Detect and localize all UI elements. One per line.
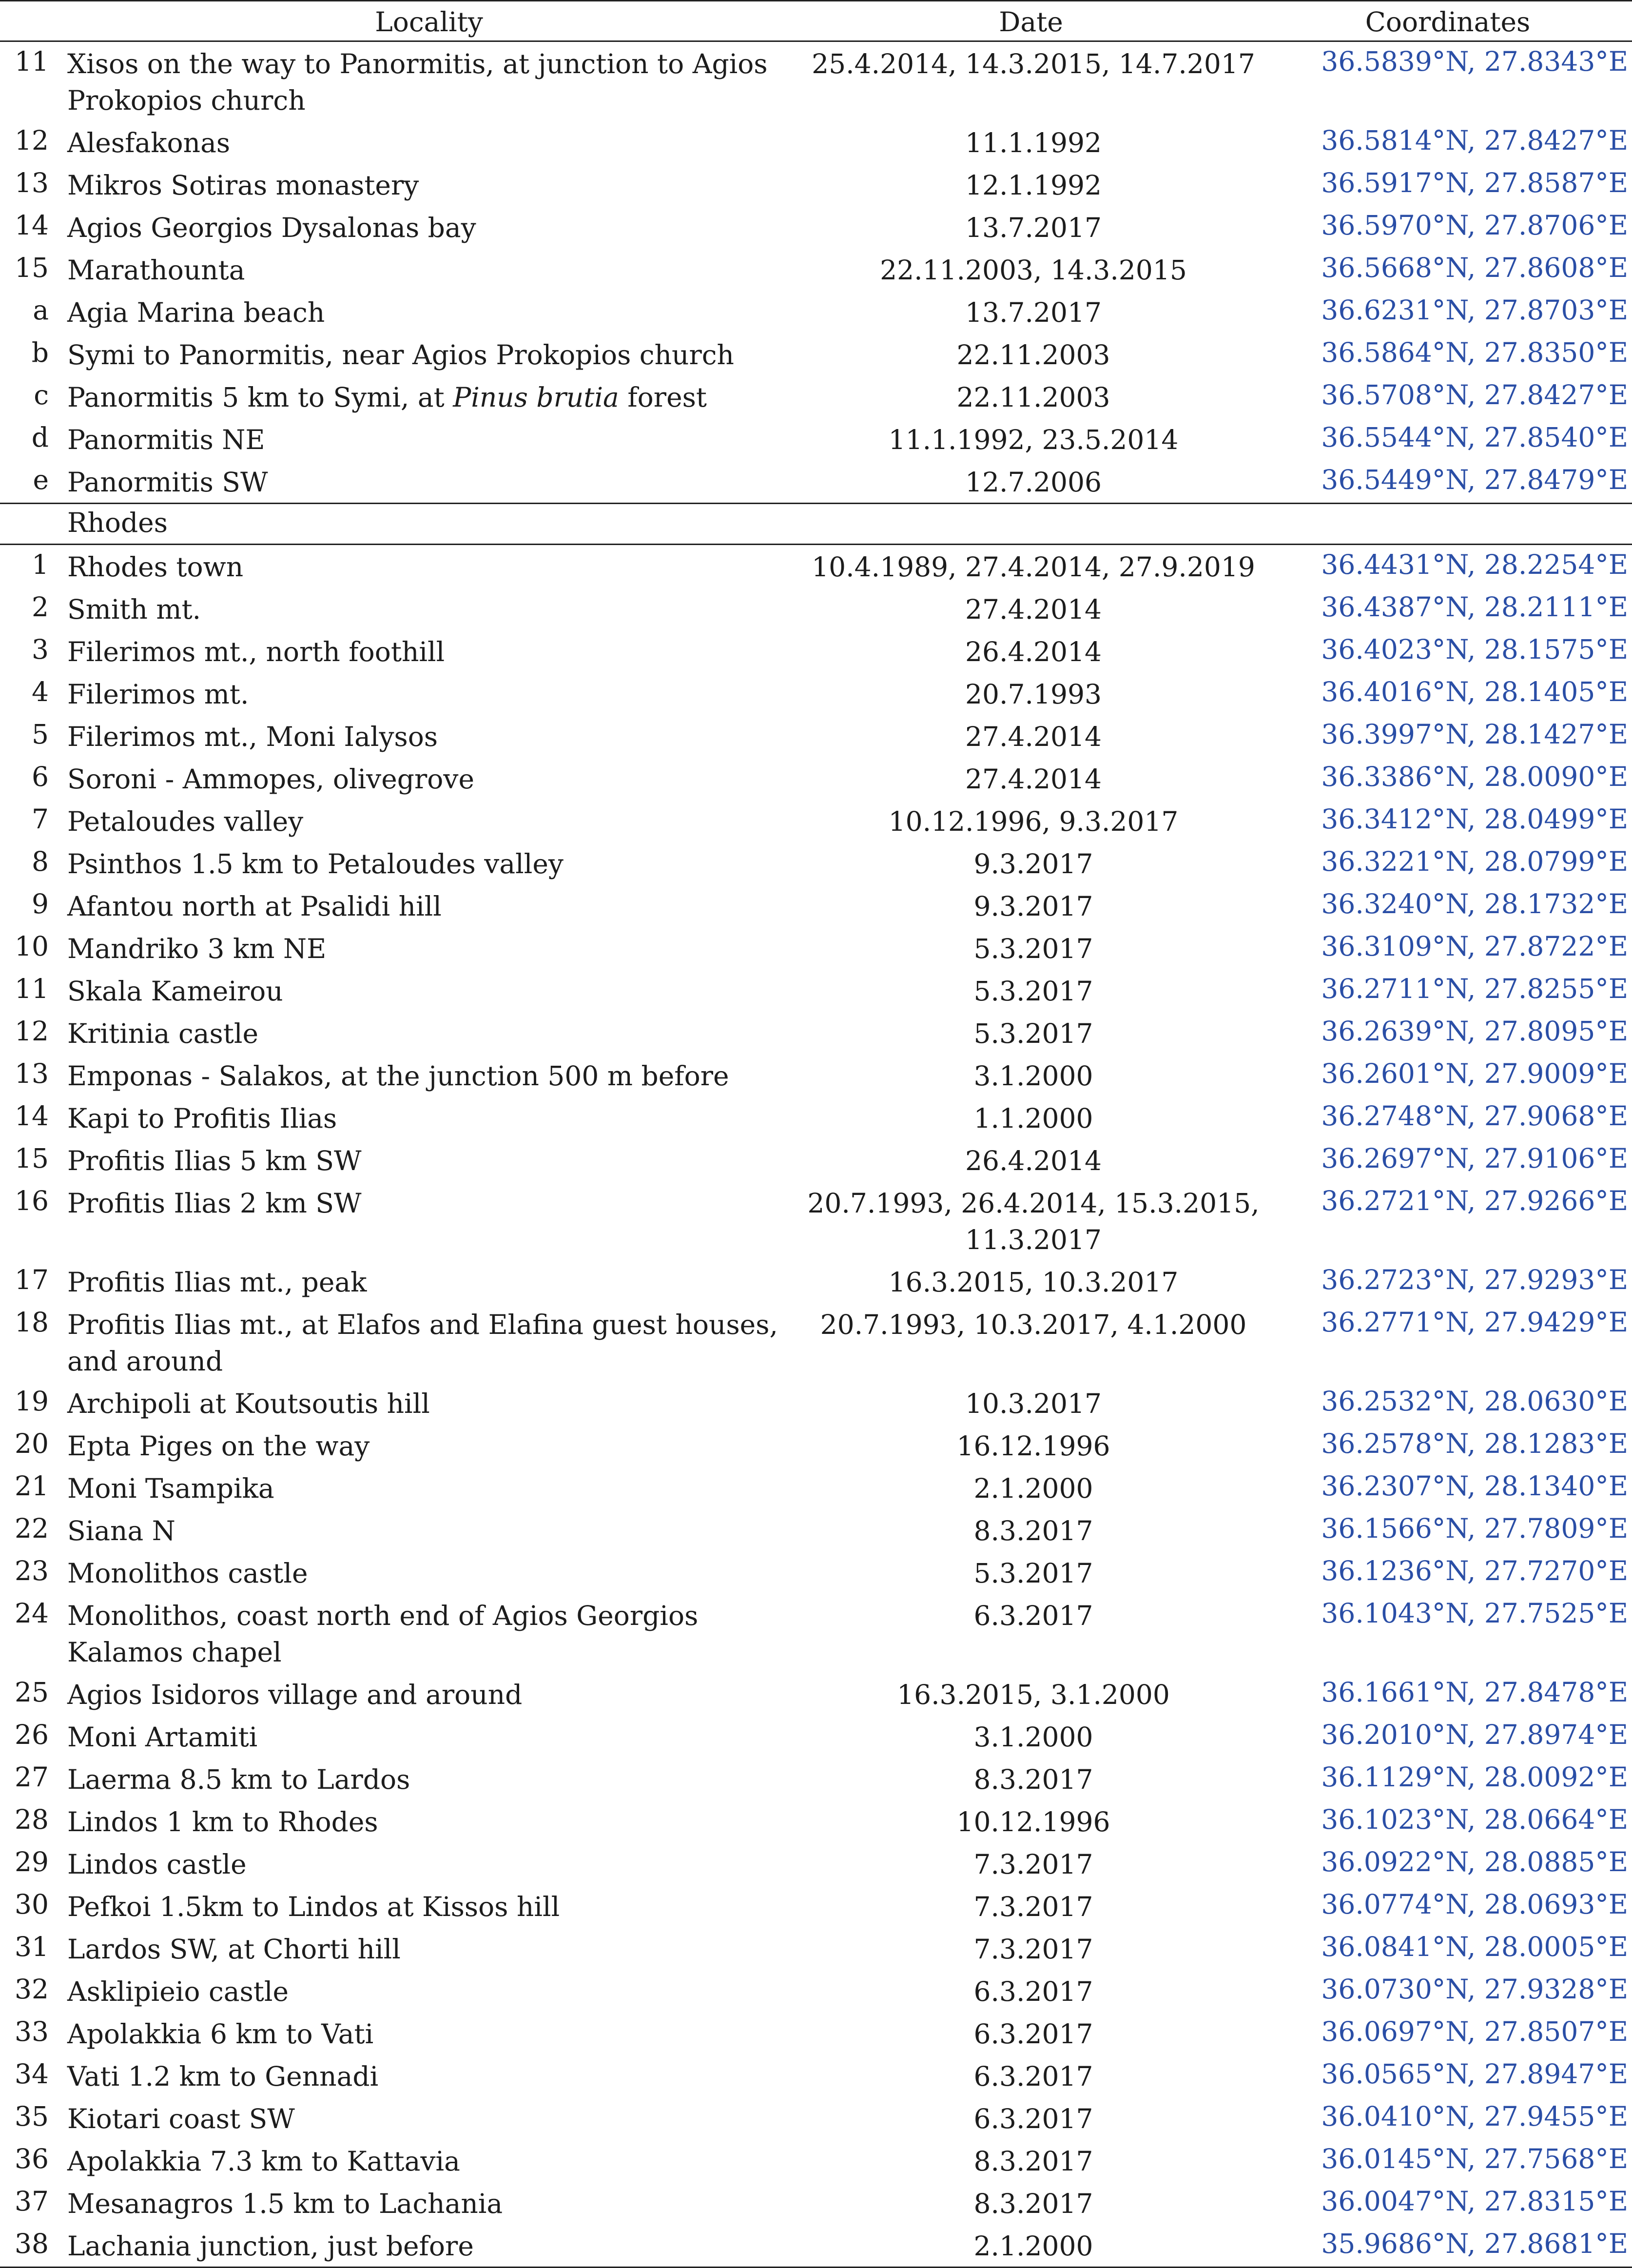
row-locality: Kritinia castle xyxy=(67,1018,259,1049)
row-number: 12 xyxy=(15,125,49,156)
table-row xyxy=(0,248,1632,291)
table-row xyxy=(0,545,1632,587)
row-number: b xyxy=(31,337,49,368)
table-row xyxy=(0,1260,1632,1303)
row-coordinates: 36.0922°N, 28.0885°E xyxy=(1321,1846,1628,1877)
row-locality: Smith mt. xyxy=(67,594,201,625)
row-date: 16.3.2015, 10.3.2017 xyxy=(888,1267,1179,1298)
table-row xyxy=(0,927,1632,969)
row-locality: Agios Georgios Dysalonas bay xyxy=(67,212,476,243)
row-locality: Profitis Ilias 2 km SW xyxy=(67,1188,362,1219)
row-coordinates: 36.5544°N, 27.8540°E xyxy=(1321,422,1628,453)
row-date: 7.3.2017 xyxy=(973,1891,1093,1922)
row-locality: Soroni - Ammopes, olivegrove xyxy=(67,763,474,795)
table-row xyxy=(0,715,1632,757)
row-coordinates: 36.5917°N, 27.8587°E xyxy=(1321,167,1628,198)
row-coordinates: 36.2532°N, 28.0630°E xyxy=(1321,1386,1628,1417)
row-coordinates: 35.9686°N, 27.8681°E xyxy=(1321,2228,1628,2259)
row-locality: Kapi to Profitis Ilias xyxy=(67,1103,337,1134)
table-row xyxy=(0,1715,1632,1758)
row-date: 26.4.2014 xyxy=(965,636,1102,667)
row-number: 38 xyxy=(15,2228,49,2259)
table-body-rhodes xyxy=(0,545,1632,2268)
table-row xyxy=(0,1594,1632,1673)
row-coordinates: 36.5668°N, 27.8608°E xyxy=(1321,252,1628,283)
row-coordinates: 36.0774°N, 28.0693°E xyxy=(1321,1889,1628,1920)
section-header xyxy=(0,503,1632,545)
table-row xyxy=(0,291,1632,333)
table-row xyxy=(0,42,1632,121)
row-number: 31 xyxy=(15,1931,49,1962)
row-coordinates: 36.2010°N, 27.8974°E xyxy=(1321,1719,1628,1750)
row-number: 29 xyxy=(15,1846,49,1877)
table-row xyxy=(0,1096,1632,1139)
row-number: 22 xyxy=(15,1513,49,1544)
row-locality: Monolithos castle xyxy=(67,1558,308,1589)
row-locality: Panormitis NE xyxy=(67,424,265,455)
row-date: 8.3.2017 xyxy=(973,1515,1093,1546)
table-row xyxy=(0,1303,1632,1382)
row-date: 20.7.1993 xyxy=(965,679,1102,710)
row-number: 16 xyxy=(15,1185,49,1216)
row-number: a xyxy=(33,294,49,326)
row-coordinates: 36.3412°N, 28.0499°E xyxy=(1321,803,1628,835)
row-locality: Mesanagros 1.5 km to Lachania xyxy=(67,2188,503,2219)
table-row xyxy=(0,2012,1632,2054)
row-coordinates: 36.5708°N, 27.8427°E xyxy=(1321,379,1628,411)
row-locality: Profitis Ilias 5 km SW xyxy=(67,1145,362,1176)
row-locality-part: forest xyxy=(619,382,707,413)
row-locality: Panormitis SW xyxy=(67,467,268,498)
row-date: 5.3.2017 xyxy=(973,976,1093,1007)
row-locality: Symi to Panormitis, near Agios Prokopios church xyxy=(67,339,734,371)
row-date: 10.4.1989, 27.4.2014, 27.9.2019 xyxy=(812,551,1255,583)
row-date: 16.3.2015, 3.1.2000 xyxy=(897,1679,1170,1710)
row-number: 28 xyxy=(15,1804,49,1835)
row-locality: Mandriko 3 km NE xyxy=(67,933,327,964)
row-number: 4 xyxy=(32,676,49,707)
row-coordinates: 36.5814°N, 27.8427°E xyxy=(1321,125,1628,156)
row-locality: Marathounta xyxy=(67,254,245,286)
row-coordinates: 36.0697°N, 27.8507°E xyxy=(1321,2016,1628,2047)
row-number: 15 xyxy=(15,252,49,283)
row-number: 27 xyxy=(15,1761,49,1793)
row-date: 3.1.2000 xyxy=(973,1721,1093,1753)
table-row xyxy=(0,1842,1632,1885)
table-row xyxy=(0,884,1632,927)
row-number: 18 xyxy=(15,1307,49,1338)
row-coordinates: 36.0730°N, 27.9328°E xyxy=(1321,1974,1628,2005)
row-number: 11 xyxy=(15,973,49,1004)
row-date: 10.12.1996, 9.3.2017 xyxy=(888,806,1179,837)
row-number: 6 xyxy=(32,761,49,792)
row-coordinates: 36.5449°N, 27.8479°E xyxy=(1321,464,1628,495)
row-number: 25 xyxy=(15,1677,49,1708)
row-locality: Emponas - Salakos, at the junction 500 m before xyxy=(67,1060,729,1092)
row-number: 36 xyxy=(15,2143,49,2174)
row-number: 7 xyxy=(32,803,49,835)
row-number: 21 xyxy=(15,1470,49,1502)
row-date: 6.3.2017 xyxy=(973,1976,1093,2007)
row-date: 10.12.1996 xyxy=(956,1806,1110,1838)
row-locality: Petaloudes valley xyxy=(67,806,304,837)
row-locality: Alesfakonas xyxy=(67,127,231,158)
row-date: 7.3.2017 xyxy=(973,1849,1093,1880)
row-date: 6.3.2017 xyxy=(973,2018,1093,2050)
row-coordinates: 36.5864°N, 27.8350°E xyxy=(1321,337,1628,368)
row-date: 6.3.2017 xyxy=(973,1600,1093,1631)
row-coordinates: 36.1566°N, 27.7809°E xyxy=(1321,1513,1628,1544)
row-coordinates: 36.4023°N, 28.1575°E xyxy=(1321,634,1628,665)
row-locality: Xisos on the way to Panormitis, at junction to Agios Prokopios church xyxy=(67,48,768,116)
row-date: 27.4.2014 xyxy=(965,763,1102,795)
table-row xyxy=(0,1139,1632,1181)
row-coordinates: 36.4431°N, 28.2254°E xyxy=(1321,549,1628,580)
row-coordinates: 36.3386°N, 28.0090°E xyxy=(1321,761,1628,792)
row-coordinates: 36.3221°N, 28.0799°E xyxy=(1321,846,1628,877)
row-coordinates: 36.4387°N, 28.2111°E xyxy=(1321,591,1628,623)
row-date: 5.3.2017 xyxy=(973,933,1093,964)
row-date: 12.7.2006 xyxy=(965,467,1102,498)
row-number: 35 xyxy=(15,2101,49,2132)
row-locality: Filerimos mt. xyxy=(67,679,249,710)
row-coordinates: 36.3109°N, 27.8722°E xyxy=(1321,931,1628,962)
row-number: 23 xyxy=(15,1555,49,1586)
table-row xyxy=(0,969,1632,1012)
row-date: 25.4.2014, 14.3.2015, 14.7.2017 xyxy=(812,48,1255,79)
row-coordinates: 36.2307°N, 28.1340°E xyxy=(1321,1470,1628,1502)
row-number: 37 xyxy=(15,2186,49,2217)
table-row xyxy=(0,1758,1632,1800)
row-coordinates: 36.0565°N, 27.8947°E xyxy=(1321,2058,1628,2090)
section-title: Rhodes xyxy=(67,507,168,538)
row-locality: Kiotari coast SW xyxy=(67,2103,295,2134)
row-date: 11.1.1992 xyxy=(965,127,1102,158)
row-locality: Lindos castle xyxy=(67,1849,247,1880)
row-date: 3.1.2000 xyxy=(973,1060,1093,1092)
row-coordinates: 36.2748°N, 27.9068°E xyxy=(1321,1100,1628,1132)
row-locality: Laerma 8.5 km to Lardos xyxy=(67,1764,410,1795)
row-date: 8.3.2017 xyxy=(973,2146,1093,2177)
row-date: 2.1.2000 xyxy=(973,2230,1093,2262)
row-coordinates: 36.2721°N, 27.9266°E xyxy=(1321,1185,1628,1216)
table-body-symi xyxy=(0,42,1632,503)
row-coordinates: 36.2578°N, 28.1283°E xyxy=(1321,1428,1628,1459)
table-row xyxy=(0,1382,1632,1424)
row-coordinates: 36.3997°N, 28.1427°E xyxy=(1321,719,1628,750)
row-number: 3 xyxy=(32,634,49,665)
row-date: 9.3.2017 xyxy=(973,848,1093,880)
row-date: 10.3.2017 xyxy=(965,1388,1102,1419)
table-row xyxy=(0,672,1632,715)
row-coordinates: 36.0145°N, 27.7568°E xyxy=(1321,2143,1628,2174)
row-locality-species: Pinus brutia xyxy=(453,382,619,413)
row-date: 5.3.2017 xyxy=(973,1558,1093,1589)
row-date: 5.3.2017 xyxy=(973,1018,1093,1049)
row-number: 33 xyxy=(15,2016,49,2047)
table-row xyxy=(0,333,1632,375)
row-number: 34 xyxy=(15,2058,49,2090)
row-number: 12 xyxy=(15,1016,49,1047)
row-coordinates: 36.1236°N, 27.7270°E xyxy=(1321,1555,1628,1586)
table-row xyxy=(0,375,1632,418)
table-row xyxy=(0,163,1632,206)
row-locality: Lindos 1 km to Rhodes xyxy=(67,1806,378,1838)
table-row xyxy=(0,2182,1632,2224)
row-locality: Moni Tsampika xyxy=(67,1473,274,1504)
row-locality: Pefkoi 1.5km to Lindos at Kissos hill xyxy=(67,1891,560,1922)
row-locality: Apolakkia 6 km to Vati xyxy=(67,2018,374,2050)
row-locality: Asklipieio castle xyxy=(67,1976,289,2007)
row-locality: Archipoli at Koutsoutis hill xyxy=(67,1388,430,1419)
table-row xyxy=(0,2139,1632,2182)
row-locality: Rhodes town xyxy=(67,551,244,583)
row-number: 10 xyxy=(15,931,49,962)
row-date: 27.4.2014 xyxy=(965,594,1102,625)
row-coordinates: 36.1023°N, 28.0664°E xyxy=(1321,1804,1628,1835)
row-date: 6.3.2017 xyxy=(973,2061,1093,2092)
row-locality: Filerimos mt., north foothill xyxy=(67,636,445,667)
table-row xyxy=(0,1970,1632,2012)
row-coordinates: 36.0047°N, 27.8315°E xyxy=(1321,2186,1628,2217)
row-date: 9.3.2017 xyxy=(973,891,1093,922)
row-coordinates: 36.1661°N, 27.8478°E xyxy=(1321,1677,1628,1708)
row-coordinates: 36.2723°N, 27.9293°E xyxy=(1321,1264,1628,1295)
row-locality: Afantou north at Psalidi hill xyxy=(67,891,442,922)
table-row xyxy=(0,2097,1632,2139)
table-row xyxy=(0,1885,1632,1927)
row-number: 14 xyxy=(15,210,49,241)
row-number: 11 xyxy=(15,46,49,77)
row-coordinates: 36.0841°N, 28.0005°E xyxy=(1321,1931,1628,1962)
row-coordinates: 36.5970°N, 27.8706°E xyxy=(1321,210,1628,241)
row-date: 16.12.1996 xyxy=(956,1430,1110,1462)
table-row xyxy=(0,418,1632,460)
row-number: 9 xyxy=(32,888,49,919)
row-coordinates: 36.4016°N, 28.1405°E xyxy=(1321,676,1628,707)
row-number: e xyxy=(33,464,49,495)
row-coordinates: 36.2639°N, 27.8095°E xyxy=(1321,1016,1628,1047)
row-coordinates: 36.2697°N, 27.9106°E xyxy=(1321,1143,1628,1174)
table-row xyxy=(0,842,1632,884)
row-date: 27.4.2014 xyxy=(965,721,1102,752)
table-header xyxy=(0,0,1632,42)
row-coordinates: 36.1129°N, 28.0092°E xyxy=(1321,1761,1628,1793)
table-row xyxy=(0,460,1632,503)
row-date: 6.3.2017 xyxy=(973,2103,1093,2134)
row-locality: Psinthos 1.5 km to Petaloudes valley xyxy=(67,848,563,880)
row-date: 13.7.2017 xyxy=(965,297,1102,328)
table-row xyxy=(0,1800,1632,1842)
row-date: 7.3.2017 xyxy=(973,1934,1093,1965)
table-row xyxy=(0,1466,1632,1509)
table-row xyxy=(0,1424,1632,1466)
row-locality: Siana N xyxy=(67,1515,175,1546)
table-row xyxy=(0,1551,1632,1594)
table-row xyxy=(0,1054,1632,1096)
row-date: 11.1.1992, 23.5.2014 xyxy=(888,424,1179,455)
row-coordinates: 36.2601°N, 27.9009°E xyxy=(1321,1058,1628,1089)
table-row xyxy=(0,206,1632,248)
row-locality: Moni Artamiti xyxy=(67,1721,258,1753)
row-locality: Mikros Sotiras monastery xyxy=(67,170,419,201)
table-row xyxy=(0,800,1632,842)
row-number: 5 xyxy=(32,719,49,750)
row-coordinates: 36.1043°N, 27.7525°E xyxy=(1321,1598,1628,1629)
row-date: 12.1.1992 xyxy=(965,170,1102,201)
row-locality: Profitis Ilias mt., at Elafos and Elafina guest houses, and around xyxy=(67,1309,778,1377)
table-row xyxy=(0,121,1632,163)
row-date: 22.11.2003, 14.3.2015 xyxy=(880,254,1187,286)
row-number: 15 xyxy=(15,1143,49,1174)
row-date: 8.3.2017 xyxy=(973,1764,1093,1795)
row-date: 1.1.2000 xyxy=(973,1103,1093,1134)
row-date: 13.7.2017 xyxy=(965,212,1102,243)
table-row xyxy=(0,630,1632,672)
row-locality xyxy=(67,379,784,416)
row-coordinates: 36.6231°N, 27.8703°E xyxy=(1321,294,1628,326)
row-number: c xyxy=(34,379,49,411)
row-locality: Vati 1.2 km to Gennadi xyxy=(67,2061,379,2092)
row-number: 8 xyxy=(32,846,49,877)
row-date: 22.11.2003 xyxy=(956,382,1110,413)
row-number: 14 xyxy=(15,1100,49,1132)
table-row xyxy=(0,757,1632,800)
row-number: d xyxy=(31,422,49,453)
row-number: 13 xyxy=(15,167,49,198)
row-date: 22.11.2003 xyxy=(956,339,1110,371)
header-coordinates: Coordinates xyxy=(1365,6,1531,38)
row-locality: Skala Kameirou xyxy=(67,976,283,1007)
table-row xyxy=(0,1012,1632,1054)
row-locality: Monolithos, coast north end of Agios Georgios Kalamos chapel xyxy=(67,1600,699,1668)
row-coordinates: 36.2771°N, 27.9429°E xyxy=(1321,1307,1628,1338)
row-coordinates: 36.2711°N, 27.8255°E xyxy=(1321,973,1628,1004)
row-date: 2.1.2000 xyxy=(973,1473,1093,1504)
table-row xyxy=(0,1673,1632,1715)
table-row xyxy=(0,1181,1632,1260)
row-date: 8.3.2017 xyxy=(973,2188,1093,2219)
row-locality: Lardos SW, at Chorti hill xyxy=(67,1934,401,1965)
row-coordinates: 36.5839°N, 27.8343°E xyxy=(1321,46,1628,77)
row-number: 20 xyxy=(15,1428,49,1459)
header-date: Date xyxy=(999,6,1063,38)
row-number: 30 xyxy=(15,1889,49,1920)
row-number: 32 xyxy=(15,1974,49,2005)
row-locality: Filerimos mt., Moni Ialysos xyxy=(67,721,438,752)
row-number: 2 xyxy=(32,591,49,623)
row-date: 20.7.1993, 10.3.2017, 4.1.2000 xyxy=(820,1309,1247,1340)
table-row xyxy=(0,1927,1632,1970)
table-row xyxy=(0,587,1632,630)
row-locality: Apolakkia 7.3 km to Kattavia xyxy=(67,2146,460,2177)
row-locality: Epta Piges on the way xyxy=(67,1430,370,1462)
row-locality: Agios Isidoros village and around xyxy=(67,1679,523,1710)
row-coordinates: 36.0410°N, 27.9455°E xyxy=(1321,2101,1628,2132)
header-locality: Locality xyxy=(375,6,483,38)
row-locality: Profitis Ilias mt., peak xyxy=(67,1267,367,1298)
row-date: 20.7.1993, 26.4.2014, 15.3.2015, 11.3.2017 xyxy=(807,1188,1260,1255)
row-number: 24 xyxy=(15,1598,49,1629)
row-number: 1 xyxy=(32,549,49,580)
row-number: 13 xyxy=(15,1058,49,1089)
row-number: 17 xyxy=(15,1264,49,1295)
row-date: 26.4.2014 xyxy=(965,1145,1102,1176)
row-locality: Agia Marina beach xyxy=(67,297,325,328)
row-locality: Lachania junction, just before xyxy=(67,2230,474,2262)
table-row xyxy=(0,2054,1632,2097)
row-locality-part: Panormitis 5 km to Symi, at xyxy=(67,382,453,413)
row-coordinates: 36.3240°N, 28.1732°E xyxy=(1321,888,1628,919)
row-number: 26 xyxy=(15,1719,49,1750)
table-row xyxy=(0,1509,1632,1551)
row-number: 19 xyxy=(15,1386,49,1417)
